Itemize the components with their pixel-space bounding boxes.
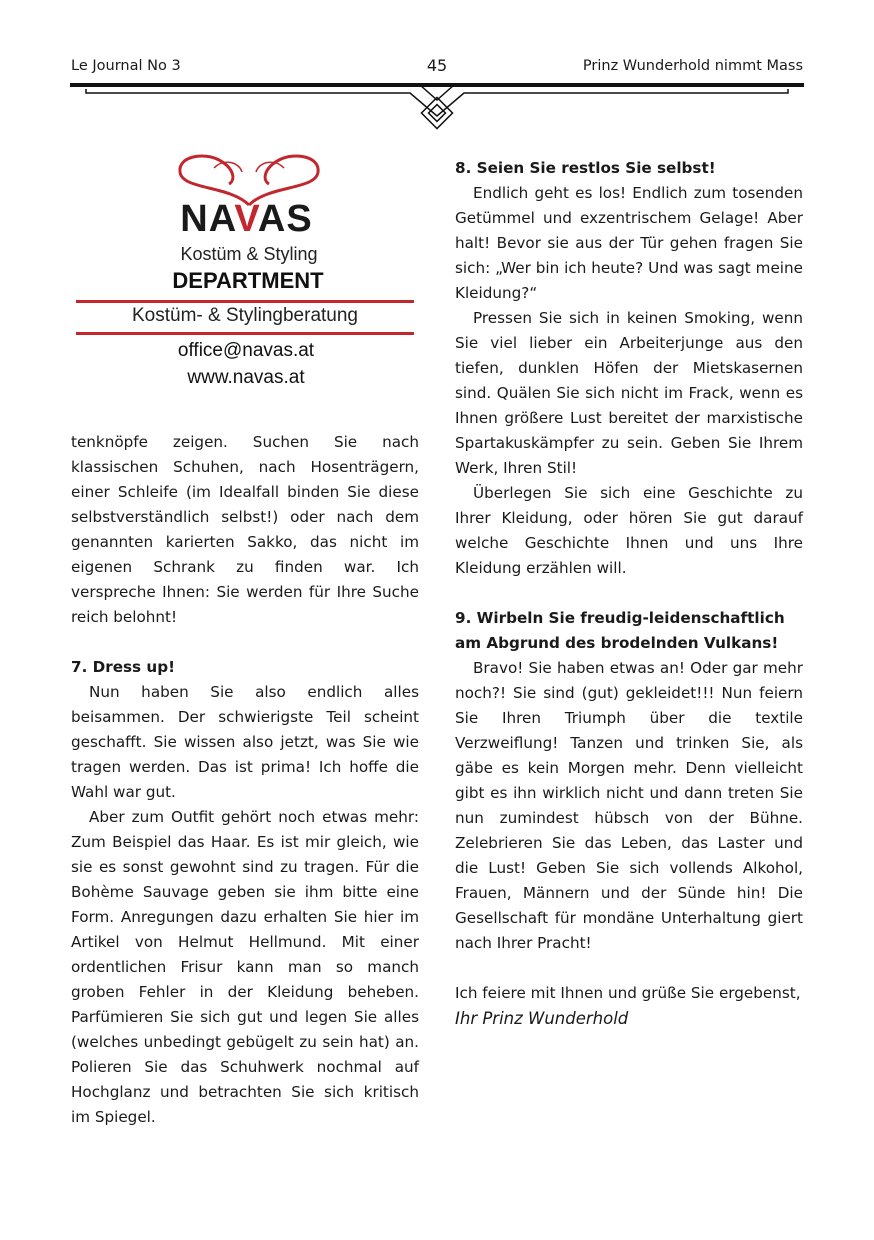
paragraph: tenknöpfe zeigen. Suchen Sie nach klassischen Schuhen, nach Hosenträgern, einer Schleife (im Idealfall binden Sie diese selbstverständlich selbst!) oder nach dem genannten karierten Sakko, das nicht im eigenen Schrank zu finden war. Ich verspreche Ihnen: Sie werden für Ihre Suche reich belohnt! xyxy=(71,433,419,626)
header-ornament xyxy=(70,80,804,132)
ad-service: Kostüm- & Stylingberatung xyxy=(131,305,358,326)
paragraph: Überlegen Sie sich eine Geschichte zu Ihrer Kleidung, oder hören Sie gut darauf welche Geschichte Ihnen und uns Ihre Kleidung erzählen will. xyxy=(455,484,803,577)
page-number: 45 xyxy=(426,56,448,75)
ad-divider-top xyxy=(76,300,414,303)
left-column xyxy=(71,430,419,1130)
navas-advertisement xyxy=(76,150,416,400)
closing-line: Ich feiere mit Ihnen und grüße Sie ergebenst, xyxy=(455,984,801,1002)
paragraph: Endlich geht es los! Endlich zum tosenden Getümmel und exzentrischem Gelage! Aber halt! Bevor sie aus der Tür gehen fragen Sie sich: „Wer bin ich heute? Und was sagt meine Kleidung?“ xyxy=(455,184,803,302)
journal-title: Le Journal No 3 xyxy=(71,58,181,74)
right-column xyxy=(455,156,803,1031)
paragraph: Aber zum Outfit gehört noch etwas mehr: Zum Beispiel das Haar. Es ist mir gleich, wie sie es sonst gewohnt sind zu tragen. Für die Bohème Sauvage geben sie ihm bitte eine Form. Anregungen dazu erhalten Sie hier im Artikel von Helmut Hellmund. Mit einer ordentlichen Frisur kann man so manch groben Fehler in der Kleidung beheben. Parfümieren Sie sich gut und legen Sie alles (welches unbedingt gebügelt zu sein hat) an. Polieren Sie das Schuhwerk nochmal auf Hochglanz und betrachten Sie sich kritisch im Spiegel. xyxy=(71,808,419,1126)
signature: Ihr Prinz Wunderhold xyxy=(455,1009,629,1028)
section-heading-7: 7. Dress up! xyxy=(71,658,175,676)
brand-subtitle: Kostüm & Styling xyxy=(180,244,318,264)
brand-department: DEPARTMENT xyxy=(172,268,324,293)
paragraph: Pressen Sie sich in keinen Smoking, wenn Sie viel lieber ein Arbeiterjunge aus den tiefen, dunklen Höfen der Mietskasernen sind. Quälen Sie sich nicht im Frack, wenn es Ihnen größere Lust bereitet der marxistische Spartakuskämpfer zu sein. Geben Sie Ihrem Werk, Ihren Stil! xyxy=(455,309,803,477)
ad-website[interactable]: www.navas.at xyxy=(187,367,305,388)
paragraph: Bravo! Sie haben etwas an! Oder gar mehr noch?! Sie sind (gut) gekleidet!!! Nun feiern Sie Ihren Triumph über die textile Verzweiflung! Tanzen und trinken Sie, als gäbe es kein Morgen mehr. Denn vielleicht gibt es ihn wirklich nicht und dann treten Sie nun zumindest hübsch von der Bühne. Zelebrieren Sie das Leben, das Laster und die Lust! Geben Sie sich vollends Alkohol, Frauen, Männern und der Sünde hin! Die Gesellschaft für mondäne Unterhaltung giert nach Ihrer Pracht! xyxy=(455,659,803,952)
navas-brand: NAVAS xyxy=(180,198,313,240)
article-title: Prinz Wunderhold nimmt Mass xyxy=(582,58,803,74)
ad-divider-bottom xyxy=(76,332,414,335)
section-heading-9: 9. Wirbeln Sie freudig-leidenschaftlich am Abgrund des brodelnden Vulkans! xyxy=(455,609,785,652)
paragraph: Nun haben Sie also endlich alles beisammen. Der schwierigste Teil scheint geschafft. Sie wissen also jetzt, was Sie wie tragen werden. Das ist prima! Ich hoffe die Wahl war gut. xyxy=(71,683,419,801)
section-heading-8: 8. Seien Sie restlos Sie selbst! xyxy=(455,159,716,177)
ad-email[interactable]: office@navas.at xyxy=(177,340,315,361)
